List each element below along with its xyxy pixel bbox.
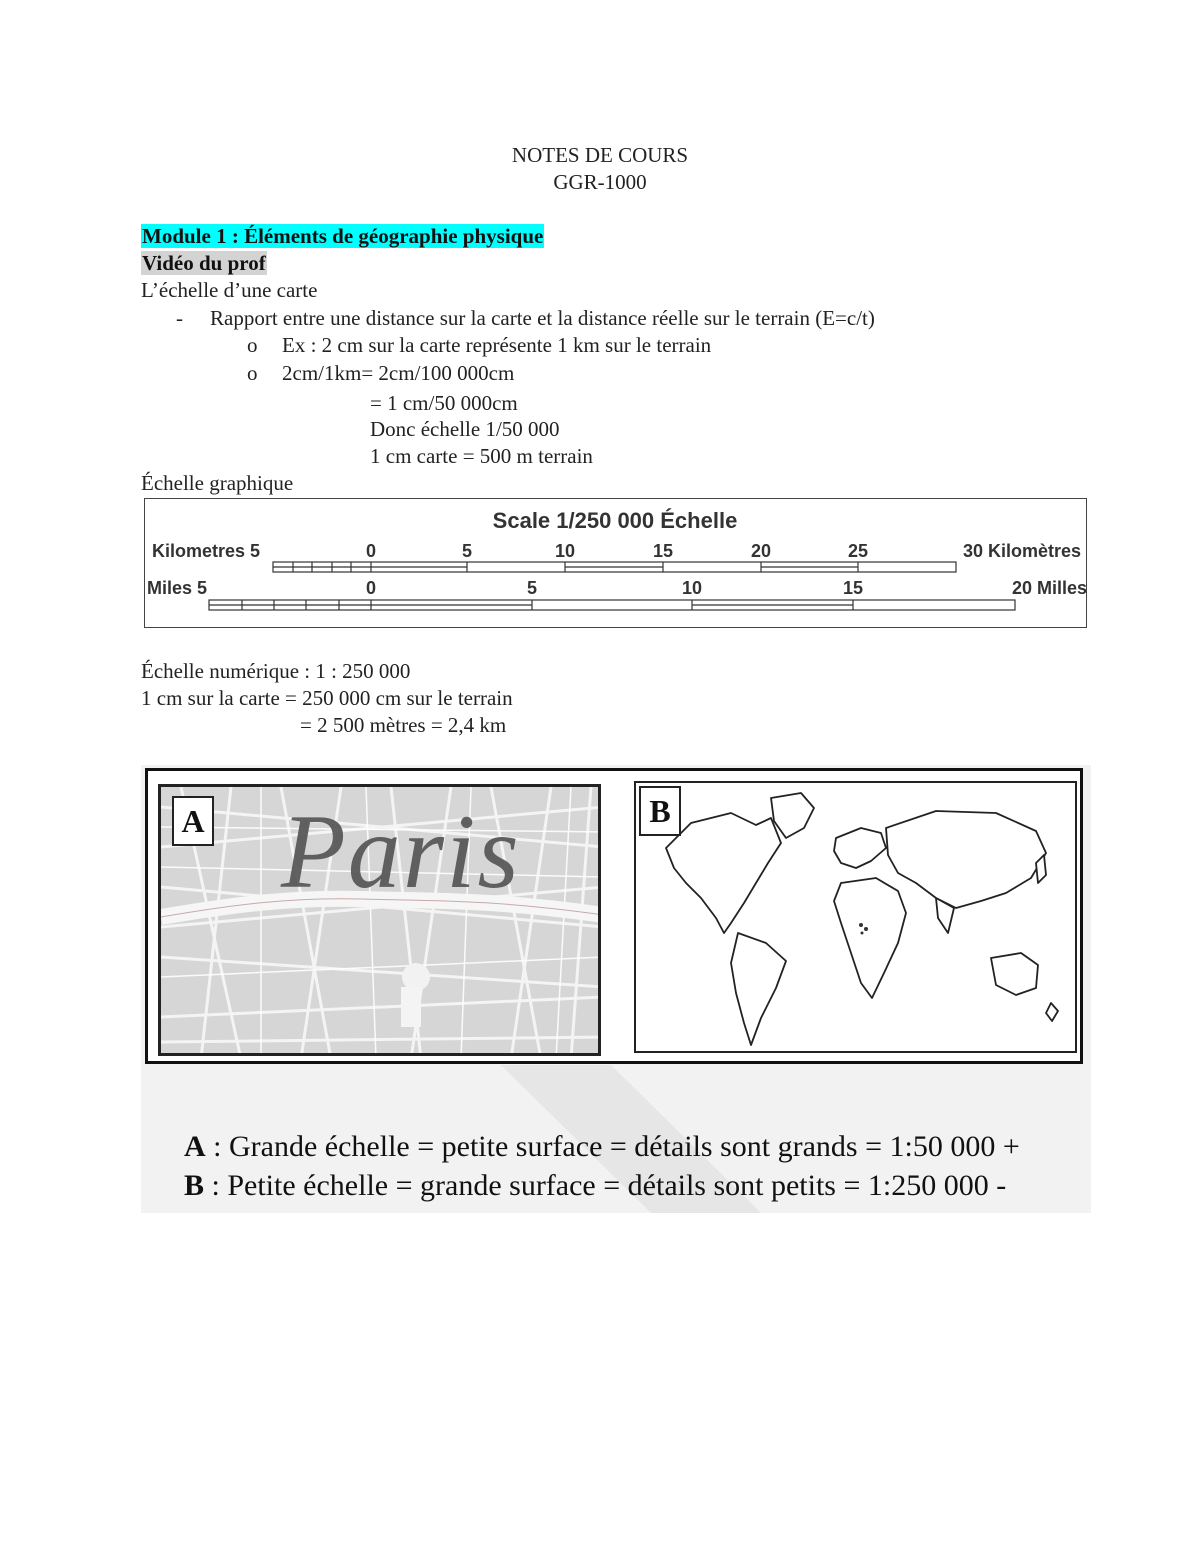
paris-map-title: Paris: [281, 793, 521, 910]
module-title-text: Module 1 : Éléments de géographie physique: [142, 224, 544, 248]
km-tick-label: 20: [750, 541, 772, 561]
subtitle: [141, 250, 267, 277]
doc-title: NOTES DE COURS: [511, 143, 689, 167]
paris-map-panel: [158, 784, 601, 1056]
sub-bullet-marker: o: [247, 333, 258, 357]
mi-tick-label: 0: [365, 578, 377, 598]
numeric-scale-line: = 2 500 mètres = 2,4 km: [300, 713, 507, 737]
caption-b: [184, 1169, 1006, 1203]
map-comparison-figure: [141, 765, 1091, 1213]
mi-tick-label: 15: [842, 578, 864, 598]
caption-b-letter: B: [184, 1169, 205, 1202]
subtitle-text: Vidéo du prof: [142, 251, 266, 275]
module-title: [141, 223, 544, 250]
graphic-scale-figure: [144, 498, 1087, 628]
caption-b-text: : Petite échelle = grande surface = détails sont petits = 1:250 000 -: [204, 1169, 1007, 1202]
maps-frame: [145, 768, 1083, 1064]
mi-label-left: Miles 5: [147, 578, 208, 598]
km-label-right: 30 Kilomètres: [962, 541, 1081, 561]
numeric-scale-line: Échelle numérique : 1 : 250 000: [141, 659, 411, 683]
world-map-illustration: [636, 783, 1077, 1053]
calc-line: Donc échelle 1/50 000: [370, 417, 560, 441]
km-tick-label: 25: [847, 541, 869, 561]
km-tick-label: 0: [365, 541, 377, 561]
mi-tick-label: 10: [681, 578, 703, 598]
km-tick-label: 10: [554, 541, 576, 561]
bullet-dash: -: [176, 306, 183, 330]
mi-label-right: 20 Milles: [1011, 578, 1087, 598]
world-map-panel: [634, 781, 1077, 1053]
panel-a-label: A: [172, 796, 214, 846]
mi-tick-label: 5: [526, 578, 538, 598]
km-tick-label: 15: [652, 541, 674, 561]
sub-bullet-marker: o: [247, 361, 258, 385]
numeric-scale-line: 1 cm sur la carte = 250 000 cm sur le terrain: [141, 686, 513, 710]
caption-a: [184, 1130, 1020, 1164]
graphic-scale-label: Échelle graphique: [141, 471, 294, 495]
panel-b-label: B: [639, 786, 681, 836]
miles-scale-bar: [209, 600, 1015, 610]
section-heading: L’échelle d’une carte: [141, 278, 318, 302]
bullet-text: Rapport entre une distance sur la carte et la distance réelle sur le terrain (E=c/t): [210, 306, 875, 330]
km-tick-label: 5: [461, 541, 473, 561]
km-label-left: Kilometres 5: [152, 541, 261, 561]
calc-line: = 1 cm/50 000cm: [370, 391, 518, 415]
calc-line: 1 cm carte = 500 m terrain: [370, 444, 593, 468]
km-scale-bar: [273, 562, 956, 572]
course-code: GGR-1000: [553, 170, 647, 194]
caption-a-letter: A: [184, 1130, 206, 1163]
sub-bullet-text: 2cm/1km= 2cm/100 000cm: [282, 361, 515, 385]
caption-a-text: : Grande échelle = petite surface = détails sont grands = 1:50 000 +: [205, 1130, 1020, 1163]
sub-bullet-text: Ex : 2 cm sur la carte représente 1 km sur le terrain: [282, 333, 712, 357]
scale-title: Scale 1/250 000 Échelle: [492, 508, 738, 533]
